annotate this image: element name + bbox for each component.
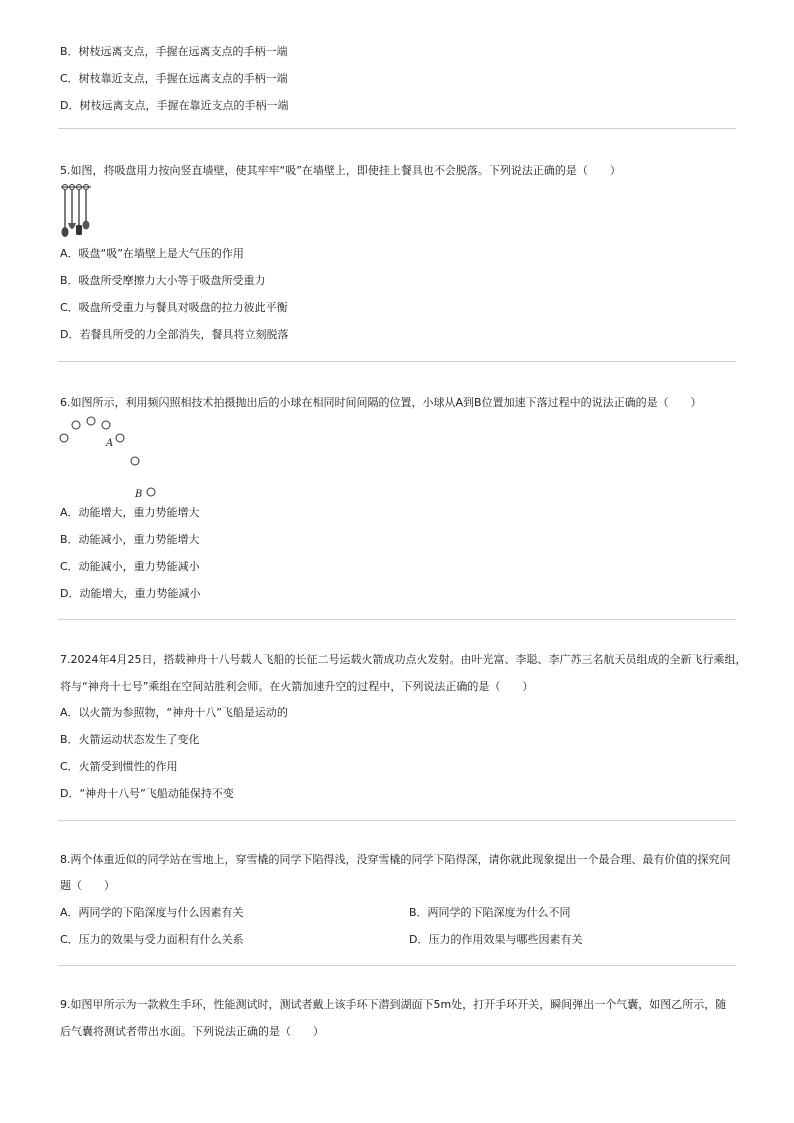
q6-strobe-ball-figure [56,414,166,504]
q5-option-c: C．吸盘所受重力与餐具对吸盘的拉力彼此平衡 [60,301,288,314]
q7-option-d: D．“神舟十八号”飞船动能保持不变 [60,787,234,800]
q6-stem: 6.如图所示，利用频闪照相技术拍摄抛出后的小球在相同时间间隔的位置，小球从A到B位置加速下落过程中的说法正确的是（ ） [60,396,702,409]
divider [58,128,736,129]
q7-option-b: B．火箭运动状态发生了变化 [60,733,200,746]
divider [58,619,736,620]
divider [58,820,736,821]
q6-option-b: B．动能减小，重力势能增大 [60,533,200,546]
q8-option-b: B．两同学的下陷深度为什么不同 [409,906,571,919]
divider [58,361,736,362]
q7-option-c: C．火箭受到惯性的作用 [60,760,178,773]
q5-option-a: A．吸盘“吸”在墙壁上是大气压的作用 [60,247,244,260]
q8-stem-line1: 8.两个体重近似的同学站在雪地上，穿雪橇的同学下陷得浅，没穿雪橇的同学下陷得深，请你就此现象提出一个最合理、最有价值的探究问 [60,853,731,866]
q5-stem: 5.如图，将吸盘用力按向竖直墙壁，使其牢牢“吸”在墙壁上，即使挂上餐具也不会脱落。下列说法正确的是（ ） [60,164,621,177]
q6-option-d: D．动能增大，重力势能减小 [60,587,201,600]
q7-stem-line2: 将与“神舟十七号”乘组在空间站胜利会师。在火箭加速升空的过程中，下列说法正确的是（ ） [60,680,534,693]
q9-stem-line2: 后气囊将测试者带出水面。下列说法正确的是（ ） [60,1025,324,1038]
q9-stem-line1: 9.如图甲所示为一款救生手环，性能测试时，测试者戴上该手环下潜到湖面下5m处，打开手环开关，瞬间弹出一个气囊，如图乙所示，随 [60,998,727,1011]
q5-option-d: D．若餐具所受的力全部消失，餐具将立刻脱落 [60,328,289,341]
q4-option-b: B．树枝远离支点，手握在远离支点的手柄一端 [60,45,288,58]
divider [58,965,736,966]
label-a: A [106,438,114,449]
q5-option-b: B．吸盘所受摩擦力大小等于吸盘所受重力 [60,274,266,287]
q8-option-d: D．压力的作用效果与哪些因素有关 [409,933,583,946]
q5-suction-cup-utensils-figure [60,183,92,239]
q8-option-a: A．两同学的下陷深度与什么因素有关 [60,906,244,919]
q6-option-c: C．动能减小，重力势能减小 [60,560,200,573]
q7-option-a: A．以火箭为参照物，“神舟十八”飞船是运动的 [60,706,288,719]
q8-stem-line2: 题（ ） [60,879,115,892]
q7-stem-line1: 7.2024年4月25日，搭载神舟十八号载人飞船的长征二号运载火箭成功点火发射。由叶光富、李聪、李广苏三名航天员组成的全新飞行乘组， [60,653,747,666]
label-b: B [135,489,143,500]
q4-option-d: D．树枝远离支点，手握在靠近支点的手柄一端 [60,99,289,112]
q4-option-c: C．树枝靠近支点，手握在远离支点的手柄一端 [60,72,288,85]
q8-option-c: C．压力的效果与受力面积有什么关系 [60,933,244,946]
q6-option-a: A．动能增大，重力势能增大 [60,506,200,519]
